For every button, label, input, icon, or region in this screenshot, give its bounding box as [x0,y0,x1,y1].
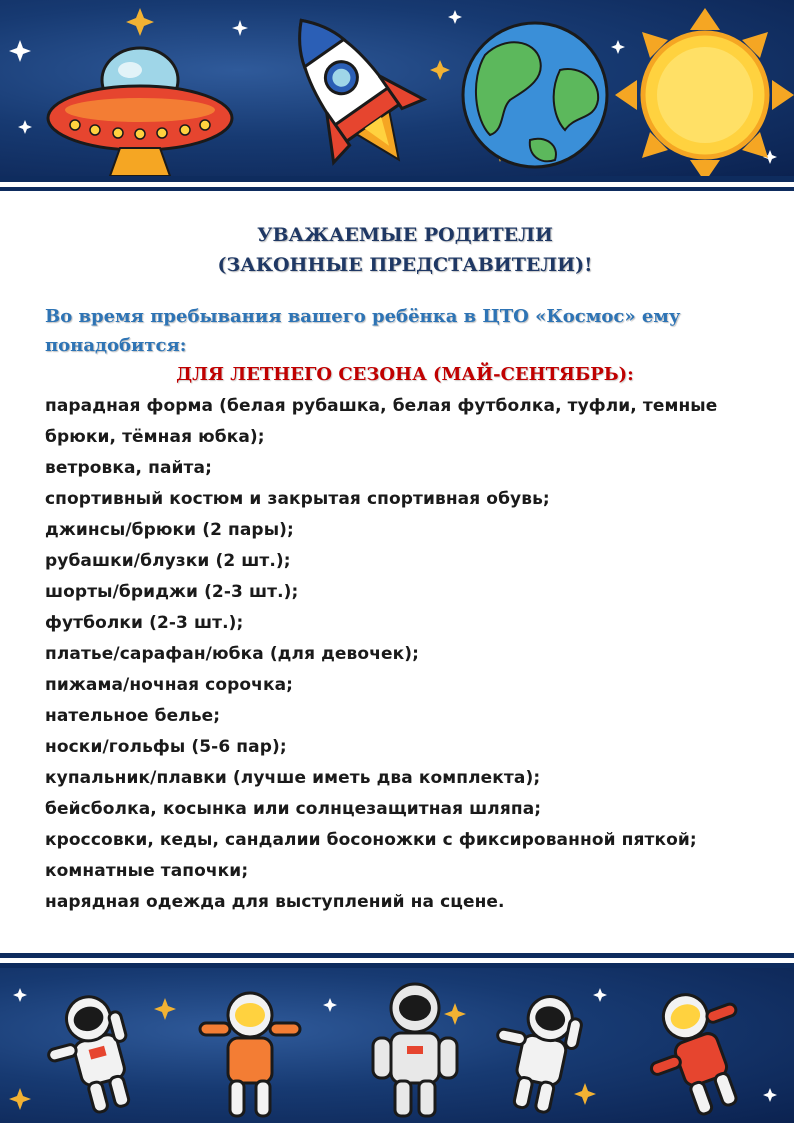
list-item: носки/гольфы (5-6 пар); [45,737,287,757]
list-item: футболки (2-3 шт.); [45,613,244,633]
list-item: джинсы/брюки (2 пары); [45,520,294,540]
title-line-2: (ЗАКОННЫЕ ПРЕДСТАВИТЕЛИ)! [217,254,593,276]
list-item: рубашки/блузки (2 шт.); [45,551,291,571]
bottom-space-banner [0,968,794,1123]
list-item: нательное белье; [45,706,221,726]
ufo-icon [48,48,232,176]
sun-icon [615,8,794,176]
season-heading: ДЛЯ ЛЕТНЕГО СЕЗОНА (МАЙ-СЕНТЯБРЬ): [176,364,634,385]
list-item: ветровка, пайта; [45,458,212,478]
list-item: пижама/ночная сорочка; [45,675,294,695]
intro-text: Во время пребывания вашего ребёнка в ЦТО «Космос» ему понадобится: [45,306,681,356]
list-item: шорты/бриджи (2-3 шт.); [45,582,299,602]
list-item: купальник/плавки (лучше иметь два комплекта); [45,768,541,788]
list-item: бейсболка, косынка или солнцезащитная шляпа; [45,799,542,819]
earth-icon [463,23,607,167]
list-item: спортивный костюм и закрытая спортивная обувь; [45,489,550,509]
packing-list [45,391,765,918]
astronauts-illustration [0,968,794,1123]
top-space-banner [0,0,794,176]
astronaut-icon [484,987,586,1116]
astronaut-icon [631,979,766,1123]
astronaut-icon [36,989,143,1121]
list-item: нарядная одежда для выступлений на сцене. [45,892,505,912]
space-illustration [0,0,794,176]
notice-content [45,220,765,918]
astronaut-icon [200,993,300,1116]
astronaut-icon [373,984,457,1116]
list-item: парадная форма (белая рубашка, белая футболка, туфли, темные брюки, тёмная юбка); [45,396,718,447]
page-title [45,220,765,280]
title-line-1: УВАЖАЕМЫЕ РОДИТЕЛИ [257,224,553,246]
list-item: комнатные тапочки; [45,861,249,881]
list-item: платье/сарафан/юбка (для девочек); [45,644,420,664]
list-item: кроссовки, кеды, сандалии босоножки с фиксированной пяткой; [45,830,697,850]
rocket-icon [256,0,444,176]
